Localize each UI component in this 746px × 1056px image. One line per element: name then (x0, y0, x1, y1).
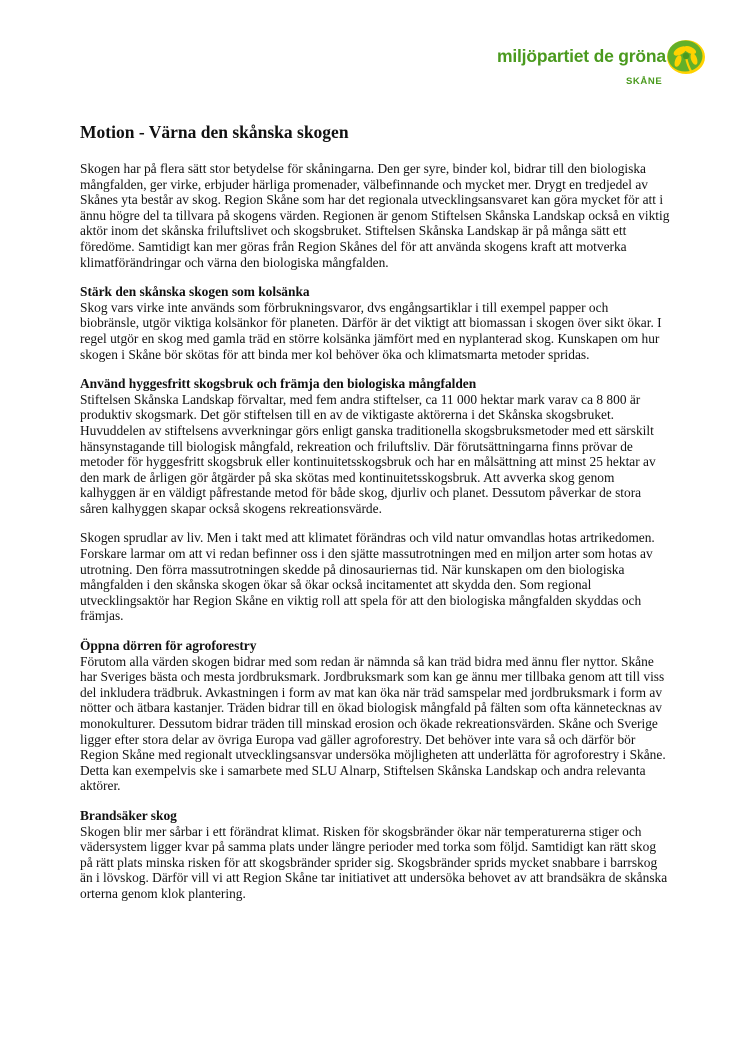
section-biodiversity-paragraph: Skogen sprudlar av liv. Men i takt med att klimatet förändras och vild natur omvandlas hotas artrikedomen. Forskare larmar om att vi redan befinner oss i den sjätte massutrotningen med en miljon arter som hotas av utrotning. Den förra massutrotningen skedde på dinosauriernas tid. När kunskapen om den biologiska mångfalden i den skånska skogen ökar så ökar också incitamentet att skydda den. Som regional utvecklingsaktör har Region Skåne en viktig roll att spela för att den biologiska mångfalden skyddas och främjas. (80, 530, 655, 624)
document-body (80, 121, 670, 916)
section-text: Förutom alla värden skogen bidrar med som redan är nämnda så kan träd bidra med ännu fler nyttor. Skåne har Sveriges bästa och mesta jordbruksmark. Jordbruksmark som kan ge ännu mer tillbaka genom att till viss del inkludera trädbruk. Avkastningen i form av mat kan öka när träd samspelar med jordbruksmark i form av nötter och ätbara kastanjer. Träden bidrar till en ökad biologisk mångfald på fälten som ofta kännetecknas av monokulturer. Dessutom bidrar träden till minskad erosion och ökade rekreationsvärden. Skåne och Sverige ligger efter stora delar av övriga Europa vad gäller agroforestry. Det behöver inte vara så och därför bör Region Skåne med regionalt utvecklingsansvar undersöka möjligheten att underlätta för agroforestry i Skåne. Detta kan exempelvis ske i samarbete med SLU Alnarp, Stiftelsen Skånska Landskap och andra relevanta aktörer. (80, 653, 666, 794)
page-title: Motion - Värna den skånska skogen (80, 122, 349, 142)
intro-paragraph: Skogen har på flera sätt stor betydelse för skåningarna. Den ger syre, binder kol, bidrar till den biologiska mångfalden, ger virke, erbjuder härliga promenader, välbefinnande och mycket mer. Drygt en tredjedel av Skånes yta består av skog. Region Skåne som har det regionala utvecklingsansvaret kan göra mycket för att i ännu högre del ta tillvara på skogens värden. Regionen är genom Stiftelsen Skånska Landskap också en viktig aktör inom det skånska friluftslivet och skogsbruket. Stiftelsen Skånska Landskap är på många sätt ett föredöme. Samtidigt kan mer göras från Region Skånes del för att använda skogens kraft att motverka klimatförändringar och värna den biologiska mångfalden. (80, 161, 670, 270)
sunflower-icon (666, 39, 706, 75)
section-clearcut-free (80, 376, 670, 516)
section-fire-safe-forest (80, 808, 670, 902)
section-text: Skog vars virke inte används som förbrukningsvaror, dvs engångsartiklar i till exempel papper och biobränsle, utgör viktiga kolsänkor för planeten. Därför är det viktigt att biomassan i skogen över sikt ökar. I regel utgör en skog med gamla träd en större kolsänka jämfört med en nyplanterad skog. Kunskapen om hur skogen i Skåne bör skötas för att binda mer kol behöver öka och klimatsmarta metoder spridas. (80, 299, 662, 362)
party-logo (495, 38, 710, 94)
section-agroforestry (80, 638, 670, 794)
section-carbon-sink (80, 284, 670, 362)
section-heading: Stärk den skånska skogen som kolsänka (80, 284, 310, 300)
logo-wordmark: miljöpartiet de gröna (497, 46, 666, 66)
section-heading: Brandsäker skog (80, 807, 177, 823)
logo-region: SKÅNE (626, 76, 663, 87)
section-text: Stiftelsen Skånska Landskap förvaltar, med fem andra stiftelser, ca 11 000 hektar mark varav ca 8 800 är produktiv skogsmark. Det gör stiftelsen till en av de viktigaste aktörerna i det Skånska skogsbruket. Huvuddelen av stiftelsens avverkningar görs enligt ganska traditionella skogsbruksmetoder med ett särskilt hänsynstagande till biologisk mångfald, rekreation och friluftsliv. Där förutsättningarna finns prövar de metoder för hyggesfritt skogsbruk eller kontinuitetsskogsbruk och har en målsättning att minst 25 hektar av den mark de årligen gör åtgärder på ska skötas med kontinuitetsskogsbruk. Att avverka skog genom kalhyggen är en väldigt påfrestande metod för både skog, djurliv och planet. Dessutom påverkar de stora såren kalhyggen skapar också skogens rekreationsvärde. (80, 391, 656, 516)
section-text: Skogen blir mer sårbar i ett förändrat klimat. Risken för skogsbränder ökar när temperaturerna stiger och vädersystem ligger kvar på samma plats under längre perioder med torka som följd. Samtidigt kan rätt skog på rätt plats minska risken för att skogsbränder sprider sig. Skogsbränder sprids mycket snabbare i barrskog än i lövskog. Därför vill vi att Region Skåne tar initiativet att undersöka behovet av att brandsäkra de skånska orterna genom klok plantering. (80, 823, 668, 901)
section-heading: Öppna dörren för agroforestry (80, 638, 257, 654)
section-heading: Använd hyggesfritt skogsbruk och främja den biologiska mångfalden (80, 376, 477, 392)
